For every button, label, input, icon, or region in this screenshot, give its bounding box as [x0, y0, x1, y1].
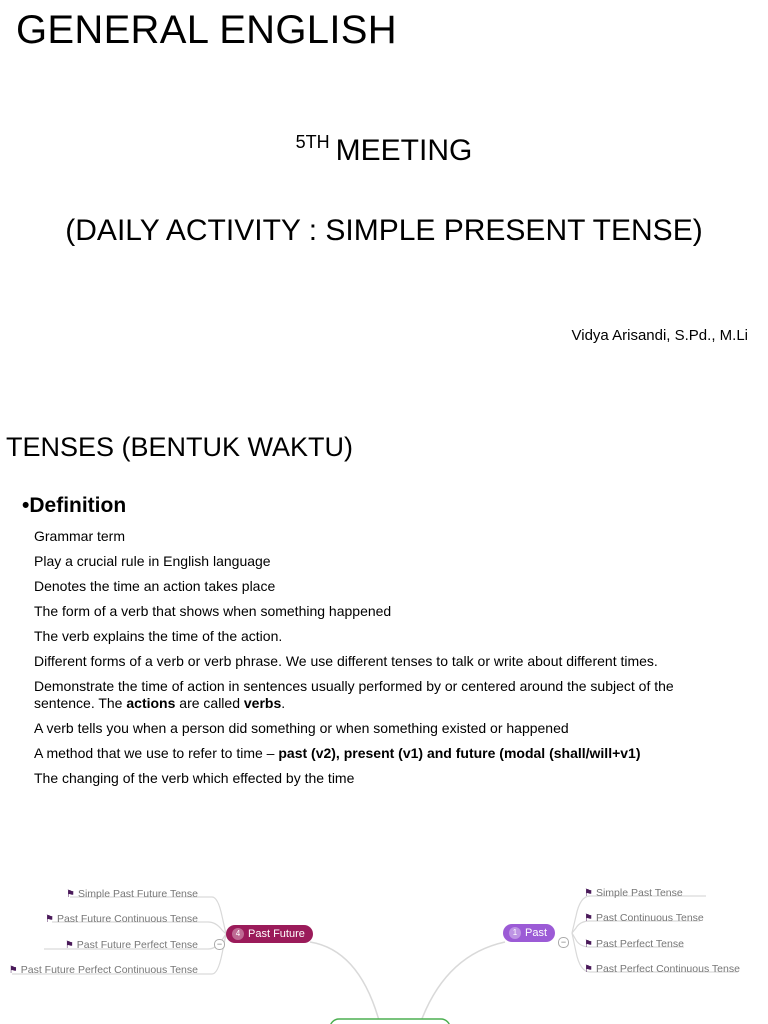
- definition-item: [18, 653, 698, 670]
- item-text: A method that we use to refer to time –: [34, 745, 279, 761]
- emphasis-text: past (v2), present (v1) and future (modal (shall/will+v1): [278, 745, 641, 761]
- definition-item: [18, 678, 698, 712]
- past-child[interactable]: ⚑ Past Perfect Continuous Tense: [584, 963, 740, 975]
- flag-icon: ⚑: [65, 889, 75, 900]
- meeting-label: MEETING: [335, 134, 473, 167]
- item-text: The verb explains the time of the action.: [34, 628, 283, 644]
- item-text: Different forms of a verb or verb phrase. We use different tenses to talk or write about different times.: [34, 653, 658, 669]
- flag-icon: ⚑: [8, 965, 18, 976]
- item-text: The changing of the verb which effected by the time: [34, 770, 355, 786]
- definition-item: [18, 528, 698, 545]
- emphasis-text: actions: [126, 695, 176, 711]
- slide-title: GENERAL ENGLISH: [16, 8, 397, 52]
- past-child[interactable]: ⚑ Past Perfect Tense: [584, 938, 684, 950]
- item-text: Demonstrate the time of action in sentences usually performed by or centered around the subject of the sentence. The: [34, 678, 674, 711]
- item-text: are called: [175, 695, 244, 711]
- definition-item: [18, 578, 698, 595]
- definition-list: [18, 528, 698, 795]
- flag-icon: ⚑: [44, 914, 54, 925]
- past-future-child[interactable]: ⚑ Simple Past Future Tense: [65, 888, 198, 900]
- definition-item: [18, 770, 698, 787]
- past-future-node[interactable]: [226, 925, 313, 943]
- past-future-child[interactable]: ⚑ Past Future Continuous Tense: [44, 913, 198, 925]
- definition-item: [18, 745, 698, 762]
- item-text: The form of a verb that shows when something happened: [34, 603, 392, 619]
- flag-icon: ⚑: [584, 913, 593, 924]
- past-label: Past: [525, 927, 548, 939]
- slide-subtitle: (DAILY ACTIVITY : SIMPLE PRESENT TENSE): [65, 214, 703, 247]
- section-title: TENSES (BENTUK WAKTU): [6, 432, 354, 462]
- meeting-heading: [0, 134, 768, 168]
- item-text: A verb tells you when a person did something or when something existed or happened: [34, 720, 569, 736]
- item-text: Grammar term: [34, 528, 125, 544]
- flag-icon: ⚑: [64, 940, 74, 951]
- flag-icon: ⚑: [584, 939, 593, 950]
- definition-item: [18, 603, 698, 620]
- past-future-collapse-toggle[interactable]: −: [214, 939, 225, 950]
- past-node[interactable]: [503, 924, 555, 942]
- past-future-child[interactable]: ⚑ Past Future Perfect Continuous Tense: [8, 964, 198, 976]
- title-slide: [0, 0, 768, 400]
- definition-item: [18, 628, 698, 645]
- definition-item: [18, 553, 698, 570]
- past-child[interactable]: ⚑ Simple Past Tense: [584, 887, 683, 899]
- past-child[interactable]: ⚑ Past Continuous Tense: [584, 912, 704, 924]
- past-future-label: Past Future: [248, 928, 305, 940]
- flag-icon: ⚑: [584, 964, 593, 975]
- past-number: 1: [509, 927, 521, 939]
- definition-slide: [0, 400, 768, 830]
- past-collapse-toggle[interactable]: −: [558, 937, 569, 948]
- definition-item: [18, 720, 698, 737]
- author-name: Vidya Arisandi, S.Pd., M.Li: [571, 327, 748, 344]
- past-future-number: 4: [232, 928, 244, 940]
- mindmap-connectors: [0, 830, 768, 1024]
- mindmap-slide: [0, 830, 768, 1024]
- center-node[interactable]: [330, 1019, 450, 1024]
- past-future-child[interactable]: ⚑ Past Future Perfect Tense: [64, 939, 198, 951]
- item-text: Denotes the time an action takes place: [34, 578, 276, 594]
- definition-heading: •Definition: [22, 494, 127, 517]
- item-text: Play a crucial rule in English language: [34, 553, 271, 569]
- emphasis-text: verbs: [243, 695, 282, 711]
- meeting-ordinal: 5TH: [295, 132, 330, 152]
- flag-icon: ⚑: [584, 888, 593, 899]
- item-text: .: [281, 695, 286, 711]
